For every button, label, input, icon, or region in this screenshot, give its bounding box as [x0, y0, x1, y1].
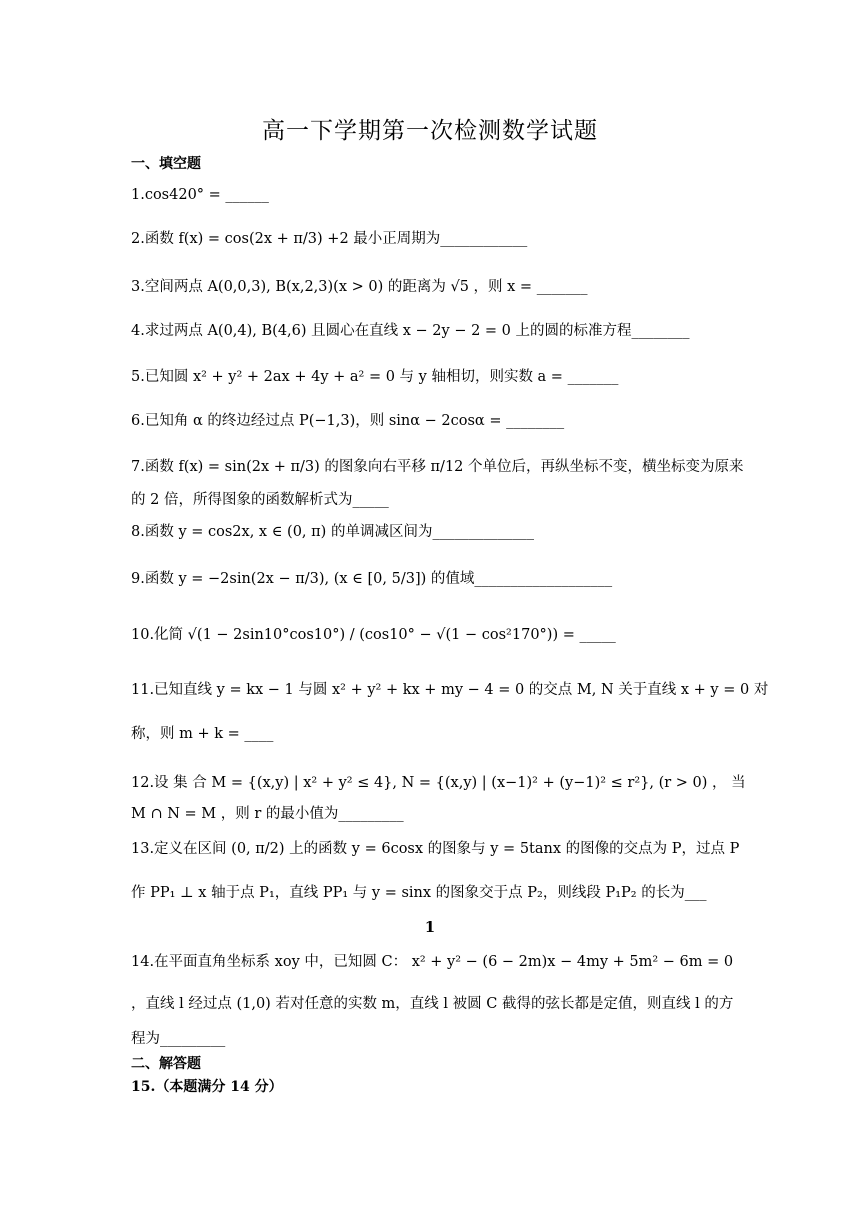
question-14-line1: 14.在平面直角坐标系 xoy 中，已知圆 C： x² + y² − (6 − 2m)x − 4my + 5m² − 6m = 0 — [131, 954, 734, 970]
question-12-line1: 12.设 集 合 M = {(x,y) | x² + y² ≤ 4}, N = {(x,y) | (x−1)² + (y−1)² ≤ r²}, (r > 0) ， 当 — [131, 775, 746, 791]
question-15: 15.（本题满分 14 分） — [131, 1079, 283, 1095]
page-title: 高一下学期第一次检测数学试题 — [262, 118, 598, 144]
question-2: 2.函数 f(x) = cos(2x + π/3) +2 最小正周期为____________ — [131, 231, 528, 247]
question-7-line2: 的 2 倍，所得图象的函数解析式为_____ — [131, 492, 389, 508]
question-4: 4.求过两点 A(0,4), B(4,6) 且圆心在直线 x − 2y − 2 = 0 上的圆的标准方程________ — [131, 323, 690, 339]
question-14-line2: ，直线 l 经过点 (1,0) 若对任意的实数 m，直线 l 被圆 C 截得的弦长都是定值，则直线 l 的方 — [131, 996, 734, 1012]
question-13-line2: 作 PP₁ ⊥ x 轴于点 P₁，直线 PP₁ 与 y = sinx 的图象交于点 P₂，则线段 P₁P₂ 的长为___ — [131, 885, 707, 901]
question-5: 5.已知圆 x² + y² + 2ax + 4y + a² = 0 与 y 轴相切，则实数 a = _______ — [131, 369, 619, 385]
section-heading-solutions: 二、解答题 — [131, 1056, 201, 1072]
question-1: 1.cos420° = ______ — [131, 187, 269, 203]
question-11-line1: 11.已知直线 y = kx − 1 与圆 x² + y² + kx + my − 4 = 0 的交点 M, N 关于直线 x + y = 0 对 — [131, 682, 769, 698]
question-12-line2: M ∩ N = M ，则 r 的最小值为_________ — [131, 806, 404, 822]
question-6: 6.已知角 α 的终边经过点 P(−1,3)，则 sinα − 2cosα = ________ — [131, 413, 565, 429]
question-3: 3.空间两点 A(0,0,3), B(x,2,3)(x > 0) 的距离为 √5 ，则 x = _______ — [131, 279, 588, 295]
section-heading-fill-blank: 一、填空题 — [131, 156, 201, 172]
question-9: 9.函数 y = −2sin(2x − π/3), (x ∈ [0, 5/3]) 的值域___________________ — [131, 571, 613, 587]
question-8: 8.函数 y = cos2x, x ∈ (0, π) 的单调减区间为______________ — [131, 524, 534, 540]
question-14-line3: 程为_________ — [131, 1031, 226, 1047]
question-11-line2: 称，则 m + k = ____ — [131, 726, 274, 742]
question-7-line1: 7.函数 f(x) = sin(2x + π/3) 的图象向右平移 π/12 个单位后，再纵坐标不变，横坐标变为原来 — [131, 459, 744, 475]
question-13-line1: 13.定义在区间 (0, π/2) 上的函数 y = 6cosx 的图象与 y = 5tanx 的图像的交点为 P，过点 P — [131, 841, 740, 857]
question-10: 10.化简 √(1 − 2sin10°cos10°) / (cos10° − √(1 − cos²170°)) = _____ — [131, 627, 616, 643]
page-number: 1 — [424, 918, 436, 936]
